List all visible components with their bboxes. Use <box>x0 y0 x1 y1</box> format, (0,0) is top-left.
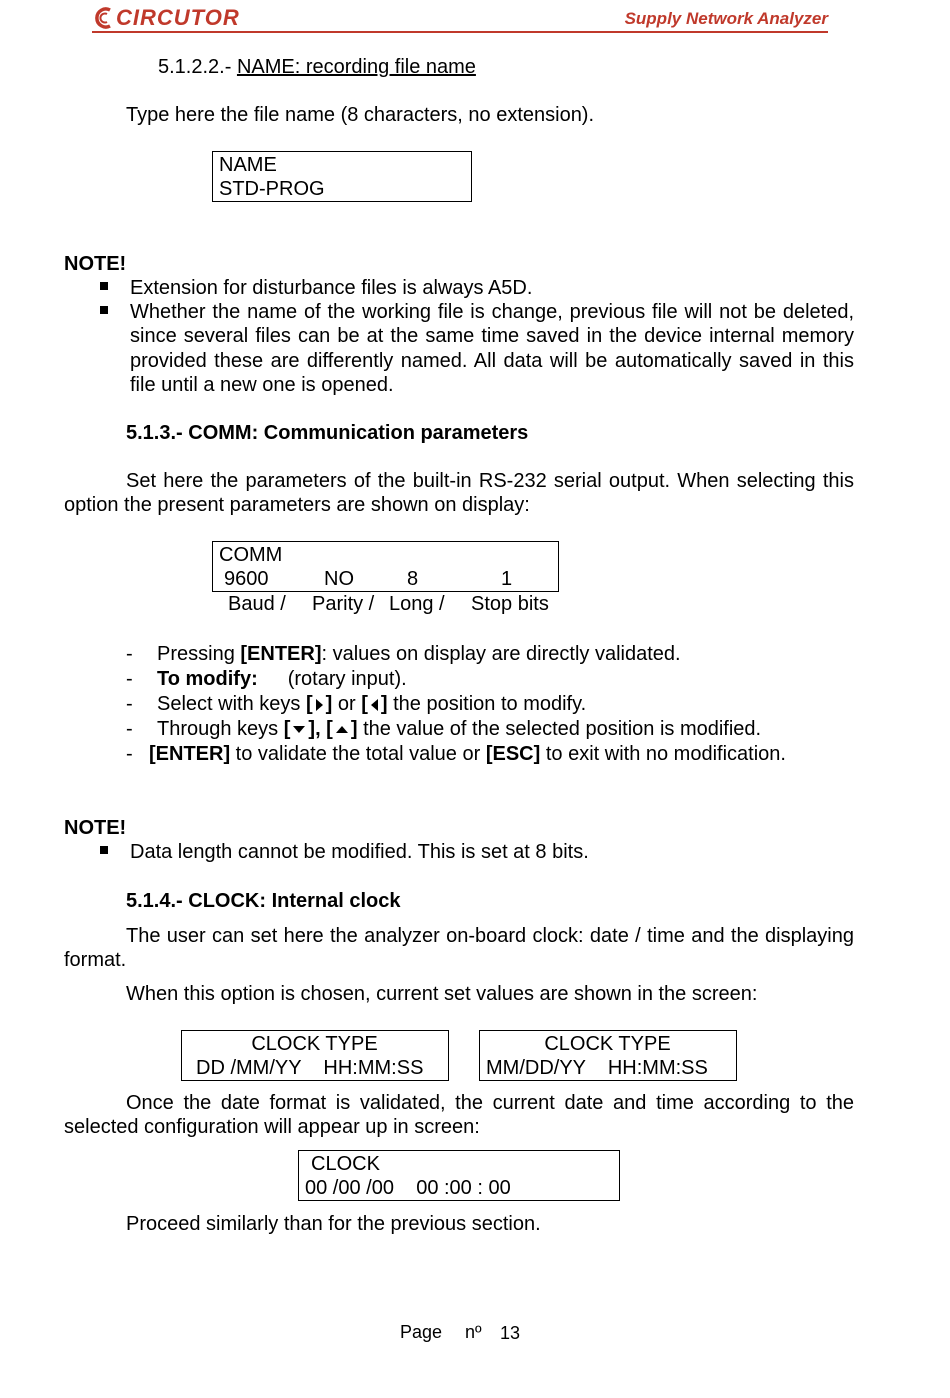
enter-key-label: [ENTER] <box>240 643 322 665</box>
bullet-icon <box>100 282 108 290</box>
clock-type-ddmmyy-box <box>181 1030 449 1081</box>
clock-type-b-line1: CLOCK TYPE <box>544 1033 671 1055</box>
clock-type-a-line1: CLOCK TYPE <box>251 1033 378 1055</box>
comm-step-3: - Select with keys [ ] or [ ] the position to modify. <box>126 693 587 715</box>
note1-bullet-2: Whether the name of the working file is change, previous file will not be deleted, since several files can be at the same time saved in the device internal memory provided these are differently named. All data will be automatically saved in this file until a new one is opened. <box>130 301 854 396</box>
name-display-line2: STD-PROG <box>219 178 325 200</box>
right-arrow-key-icon <box>316 699 323 711</box>
left-arrow-key-icon <box>371 699 378 711</box>
circutor-logo <box>92 4 240 32</box>
comm-step-4: - Through keys [ ], [ ] the value of the selected position is modified. <box>126 718 762 740</box>
name-display-line1: NAME <box>219 154 277 176</box>
section-5122-intro: Type here the file name (8 characters, no extension). <box>126 104 595 126</box>
comm-legend-baud: Baud / <box>228 593 286 615</box>
comm-parity-value: NO <box>324 568 354 590</box>
footer-page-number: 13 <box>500 1323 521 1343</box>
clock-display-line2: 00 /00 /00 00 :00 : 00 <box>305 1177 511 1199</box>
brand-name: CIRCUTOR <box>116 5 240 30</box>
comm-stop-value: 1 <box>501 568 513 590</box>
document-title: Supply Network Analyzer <box>624 9 828 28</box>
note2-label: NOTE! <box>64 817 127 839</box>
clock-type-mmddyy-box <box>479 1030 737 1081</box>
circutor-logo-icon <box>92 6 114 30</box>
clock-type-a-line2: DD /MM/YY HH:MM:SS <box>196 1057 424 1079</box>
comm-display-box <box>212 541 559 592</box>
section-513-paragraph: Set here the parameters of the built-in RS-232 serial output. When selecting this option the present parameters are shown on display: <box>64 470 854 517</box>
section-514-paragraph-3: Once the date format is validated, the current date and time according to the selected configuration will appear up in screen: <box>64 1092 854 1139</box>
comm-legend-parity: Parity / <box>312 593 375 615</box>
clock-type-b-line2: MM/DD/YY HH:MM:SS <box>486 1057 708 1079</box>
note2-bullet: Data length cannot be modified. This is set at 8 bits. <box>130 841 589 863</box>
footer-page-label: Page <box>400 1322 443 1342</box>
note1-label: NOTE! <box>64 253 127 275</box>
header-rule <box>92 31 828 33</box>
comm-step-1: - Pressing [ENTER]: values on display are directly validated. <box>126 643 681 665</box>
section-514-paragraph-1: The user can set here the analyzer on-board clock: date / time and the displaying format. <box>64 925 854 972</box>
comm-display-line1: COMM <box>219 544 283 566</box>
section-514-paragraph-4: Proceed similarly than for the previous section. <box>126 1213 541 1235</box>
section-5122-title: NAME: recording file name <box>236 56 476 78</box>
footer-page-no-label: nº <box>465 1322 482 1342</box>
down-arrow-key-icon <box>293 726 305 733</box>
comm-baud-value: 9600 <box>224 568 269 590</box>
clock-display-box <box>298 1150 620 1201</box>
name-display-box <box>212 151 472 202</box>
section-5122-number: 5.1.2.2.- <box>158 56 237 78</box>
section-513-heading: 5.1.3.- COMM: Communication parameters <box>126 422 529 444</box>
section-5122-heading <box>158 55 476 79</box>
clock-display-line1: CLOCK <box>311 1153 380 1175</box>
bullet-icon <box>100 846 108 854</box>
up-arrow-key-icon <box>336 726 348 733</box>
comm-step-5: - [ENTER] to validate the total value or [ESC] to exit with no modification. <box>126 743 786 765</box>
note1-bullet-1: Extension for disturbance files is always A5D. <box>130 277 533 299</box>
comm-legend-long: Long / <box>389 593 445 615</box>
comm-step-2: - To modify: (rotary input). <box>126 668 407 690</box>
comm-legend-stop: Stop bits <box>471 593 549 615</box>
comm-long-value: 8 <box>407 568 419 590</box>
bullet-icon <box>100 306 108 314</box>
section-514-paragraph-2: When this option is chosen, current set values are shown in the screen: <box>126 983 758 1005</box>
section-514-heading: 5.1.4.- CLOCK: Internal clock <box>126 890 401 912</box>
